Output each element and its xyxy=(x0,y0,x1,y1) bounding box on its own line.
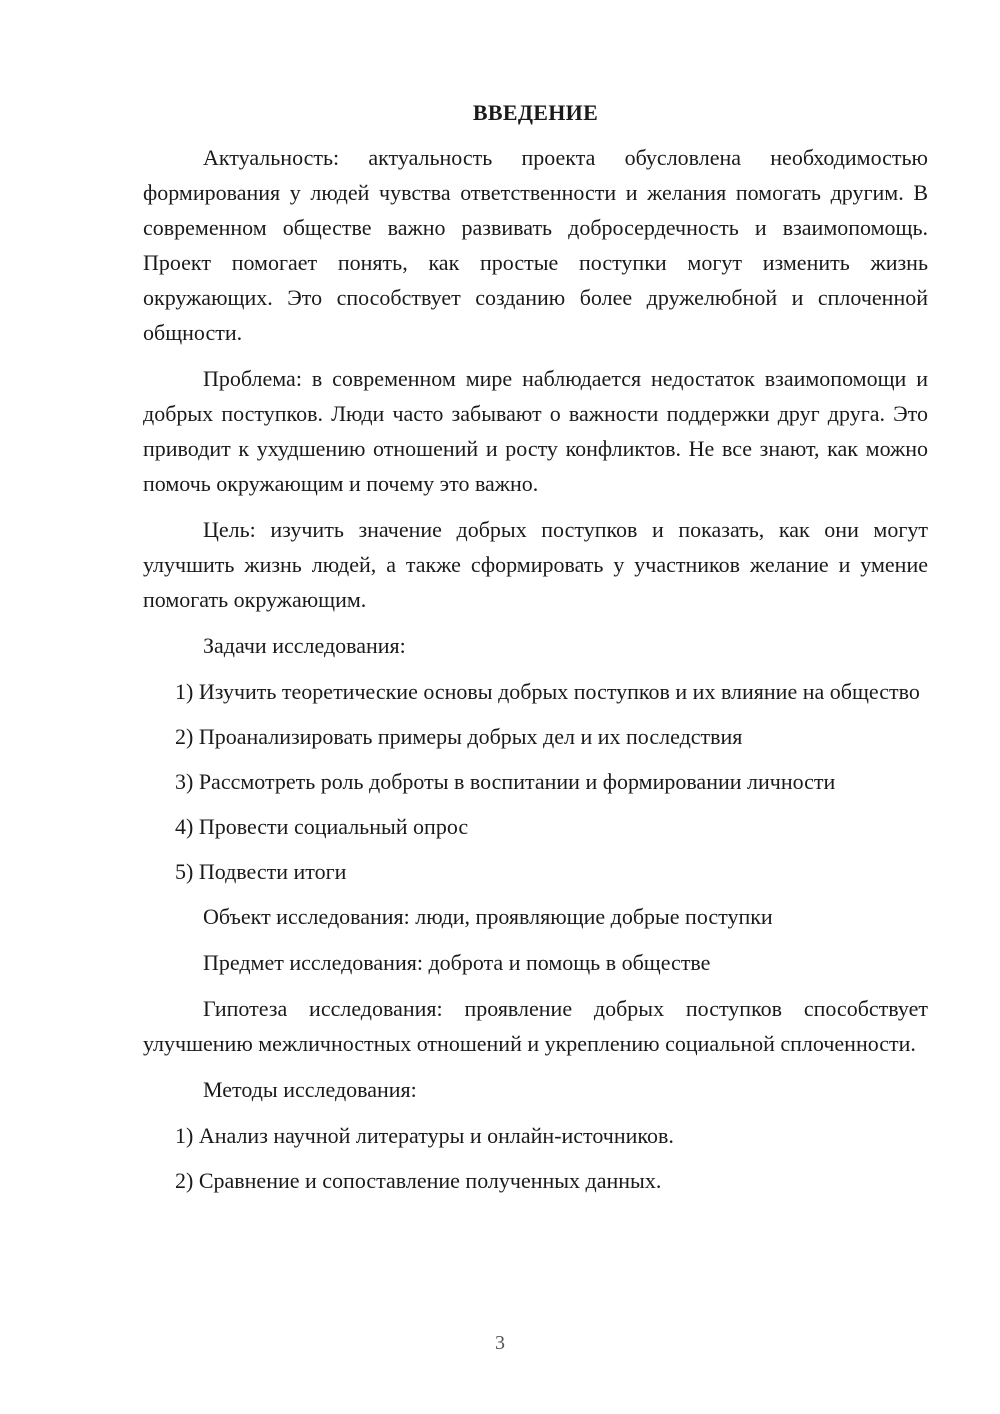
method-item-1: 1) Анализ научной литературы и онлайн-источников. xyxy=(175,1123,674,1148)
document-title: ВВЕДЕНИЕ xyxy=(472,100,599,125)
method-item-2: 2) Сравнение и сопоставление полученных данных. xyxy=(175,1168,662,1193)
task-item-2: 2) Проанализировать примеры добрых дел и их последствия xyxy=(175,724,743,749)
task-item-3: 3) Рассмотреть роль доброты в воспитании и формировании личности xyxy=(175,769,836,794)
goal-paragraph: Цель: изучить значение добрых поступков и показать, как они могут улучшить жизнь людей, а также сформировать у участников желание и умение помогать окружающим. xyxy=(143,517,928,612)
subject-paragraph: Предмет исследования: доброта и помощь в обществе xyxy=(203,950,711,975)
object-paragraph: Объект исследования: люди, проявляющие добрые поступки xyxy=(203,904,773,929)
task-item-1: 1) Изучить теоретические основы добрых поступков и их влияние на общество xyxy=(175,679,920,704)
tasks-heading: Задачи исследования: xyxy=(203,633,406,658)
task-item-5: 5) Подвести итоги xyxy=(175,859,347,884)
page-number: 3 xyxy=(495,1332,505,1354)
methods-heading: Методы исследования: xyxy=(203,1077,417,1102)
hypothesis-paragraph: Гипотеза исследования: проявление добрых поступков способствует улучшению межличностных отношений и укреплению социальной сплоченности. xyxy=(143,996,928,1056)
document-page xyxy=(143,95,928,1208)
task-item-4: 4) Провести социальный опрос xyxy=(175,814,469,839)
problem-paragraph: Проблема: в современном мире наблюдается недостаток взаимопомощи и добрых поступков. Люди часто забывают о важности поддержки друг друга. Это приводит к ухудшению отношений и росту конфликтов. Не все знают, как можно помочь окружающим и почему это важно. xyxy=(143,366,928,496)
relevance-paragraph: Актуальность: актуальность проекта обусловлена необходимостью формирования у людей чувства ответственности и желания помогать другим. В современном обществе важно развивать добросердечность и взаимопомощь. Проект помогает понять, как простые поступки могут изменить жизнь окружающих. Это способствует созданию более дружелюбной и сплоченной общности. xyxy=(143,145,928,345)
